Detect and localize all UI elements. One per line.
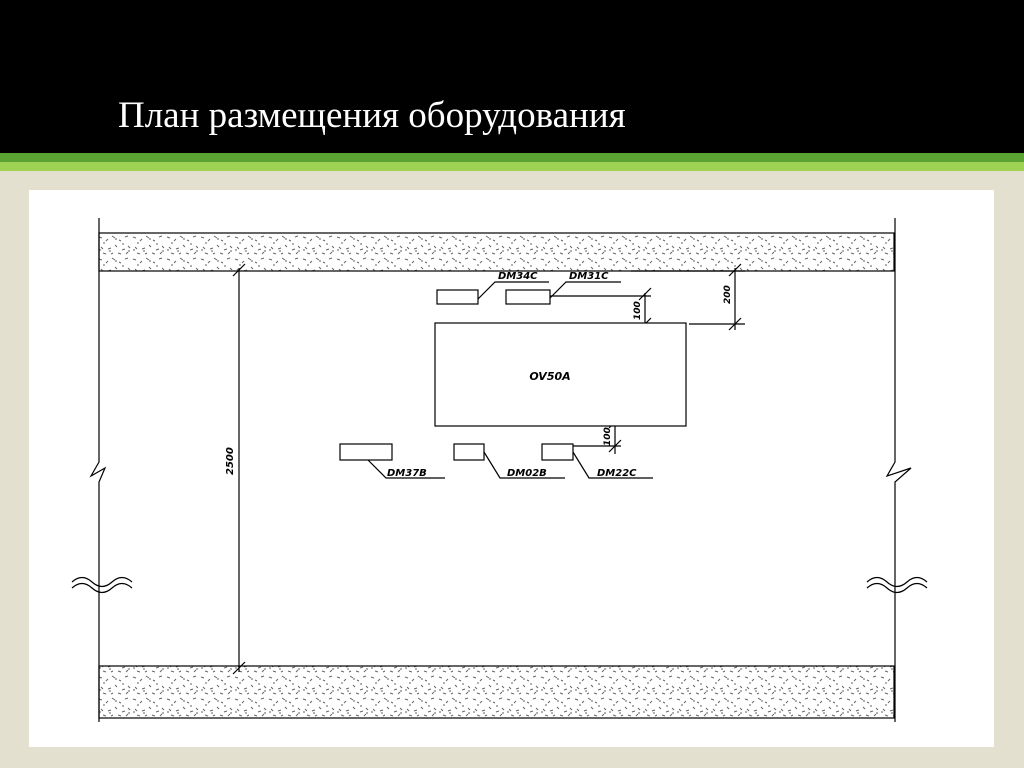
top-slab	[99, 233, 894, 271]
left-boundary-line	[72, 218, 132, 722]
device-dm22c-label: DM22C	[597, 468, 637, 479]
dimension-gap-top-label: 100	[633, 301, 643, 320]
slide-title: План размещения оборудования	[118, 95, 626, 136]
right-boundary-line	[867, 218, 927, 722]
floor-plan-panel	[29, 190, 994, 747]
device-dm02b-label: DM02B	[507, 468, 547, 479]
dimension-top-offset-label: 200	[723, 285, 733, 304]
device-dm37b-label: DM37B	[387, 468, 427, 479]
device-dm34c-label: DM34C	[498, 271, 538, 282]
header-stripe-green	[0, 153, 1024, 162]
dimension-gap-bottom-label: 100	[603, 427, 613, 446]
device-dm31c-label: DM31C	[569, 271, 609, 282]
device-dm31c	[506, 282, 621, 304]
equipment-main-label: OV50A	[529, 370, 571, 383]
bottom-slab	[99, 666, 894, 718]
equipment-layout-diagram	[29, 190, 994, 747]
header-stripe-light	[0, 162, 1024, 171]
dimension-total-height-label: 2500	[225, 447, 236, 475]
